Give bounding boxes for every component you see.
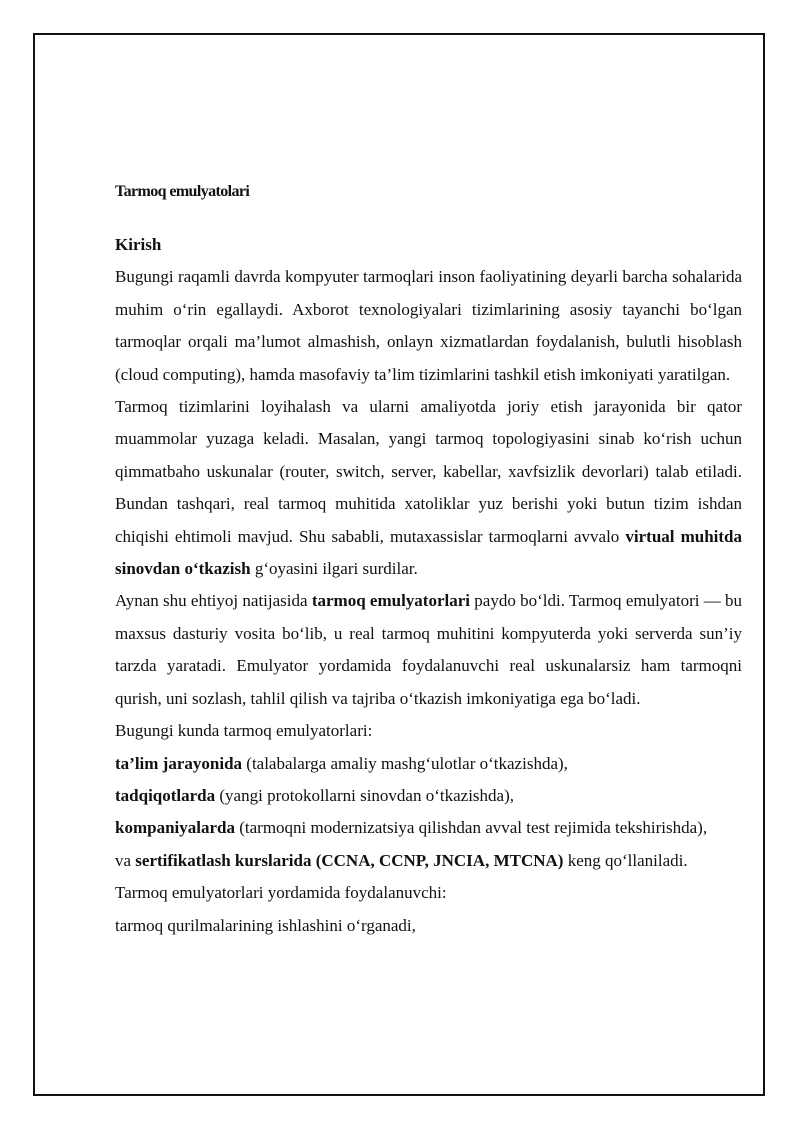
paragraph-problems bbox=[115, 391, 742, 585]
paragraph-intro: Bugungi raqamli davrda kompyuter tarmoqlari inson faoliyatining deyarli barcha sohalarida muhim o‘rin egallaydi. Axborot texnologiyalari tizimlarining asosiy tayanchi bo‘lgan tarmoqlar orqali ma’lumot almashish, onlayn xizmatlardan foydalanish, bulutli hisoblash (cloud computing), hamda masofaviy ta’lim tizimlarini tashkil etish imkoniyati yaratilgan. bbox=[115, 267, 742, 384]
list-item-certification-text-a: va bbox=[115, 850, 136, 870]
paragraph-problems-bold: virtual muhitda sinovdan o‘tkazish bbox=[115, 526, 742, 579]
paragraph-usage-intro: Bugungi kunda tarmoq emulyatorlari: bbox=[115, 721, 373, 741]
paragraph-problems-text-a: Tarmoq tizimlarini loyihalash va ularni amaliyotda joriy etish jarayonida bir qator muammolar yuzaga keladi. Masalan, yangi tarmoq topologiyasini sinab ko‘rish uchun qimmatbaho uskunalar (router, switch, server, kabellar, xavfsizlik devorlari) talab etiladi. Bundan tashqari, real tarmoq muhitida xatoliklar yuz berishi yoki butun tizim ishdan chiqishi ehtimoli mavjud. Shu sababli, mutaxassislar tarmoqlarni avvalo bbox=[115, 397, 742, 546]
list-item-companies bbox=[115, 812, 742, 844]
list-item-companies-text: (tarmoqni modernizatsiya qilishdan avval test rejimida tekshirishda), bbox=[234, 818, 708, 838]
list-item-education-bold: ta’lim jarayonida bbox=[115, 753, 243, 773]
paragraph-problems-text-b: g‘oyasini ilgari surdilar. bbox=[250, 559, 418, 579]
paragraph-user-intro: Tarmoq emulyatorlari yordamida foydalanuvchi: bbox=[115, 883, 447, 903]
list-item-research-bold: tadqiqotlarda bbox=[115, 785, 216, 805]
document-title: Tarmoq emulyatolari bbox=[115, 183, 250, 200]
list-item-certification-text-b: keng qo‘llaniladi. bbox=[563, 850, 688, 870]
paragraph-emulator-text-b: paydo bo‘ldi. Tarmoq emulyatori — bu maxsus dasturiy vosita bo‘lib, u real tarmoq muhitini kompyuterda yoki serverda sun’iy tarzda yaratadi. Emulyator yordamida foydalanuvchi real uskunalarsiz ham tarmoqni qurish, uni sozlash, tahlil qilish va tajriba o‘tkazish imkoniyatiga ega bo‘ladi. bbox=[115, 591, 743, 708]
paragraph-emulator-text-a: Aynan shu ehtiyoj natijasida bbox=[115, 591, 312, 611]
list-item-research bbox=[115, 780, 742, 812]
list-item-certification bbox=[115, 845, 742, 877]
paragraph-emulator-bold: tarmoq emulyatorlari bbox=[311, 591, 471, 611]
document-body bbox=[115, 176, 742, 942]
list-item-companies-bold: kompaniyalarda bbox=[115, 818, 235, 838]
paragraph-emulator-definition bbox=[115, 585, 742, 715]
section-heading-kirish: Kirish bbox=[115, 235, 162, 254]
list-item-research-text: (yangi protokollarni sinovdan o‘tkazishda), bbox=[215, 785, 514, 805]
list-item-education bbox=[115, 748, 742, 780]
list-item-certification-bold: sertifikatlash kurslarida (CCNA, CCNP, JNCIA, MTCNA) bbox=[135, 850, 564, 870]
list-item-devices: tarmoq qurilmalarining ishlashini o‘rganadi, bbox=[115, 915, 416, 935]
list-item-education-text: (talabalarga amaliy mashg‘ulotlar o‘tkazishda), bbox=[242, 753, 568, 773]
